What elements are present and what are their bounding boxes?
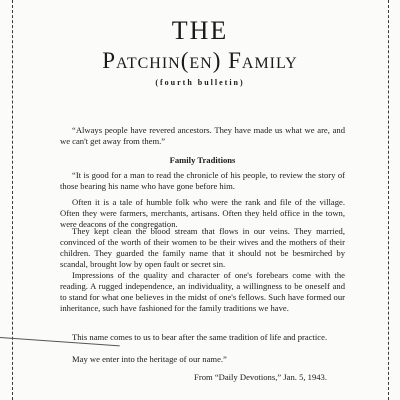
opening-quote: [60, 125, 345, 147]
paragraph-text: May we enter into the heritage of our name.”: [72, 354, 227, 364]
paragraph-4: [60, 270, 345, 314]
opening-quote-text: “Always people have revered ancestors. They have made us what we are, and we can't get away from them.”: [60, 125, 345, 146]
title-line-1: THE: [171, 16, 229, 45]
paragraph-1: [60, 170, 345, 192]
paragraph-text: Often it is a tale of humble folk who were the rank and file of the village. Often they were farmers, merchants, artisans. Often they held office in the town, were deacons of the congregation.: [60, 197, 345, 229]
source-citation: From “Daily Devotions,” Jan. 5, 1943.: [194, 372, 327, 382]
section-heading: Family Traditions: [169, 155, 236, 165]
paragraph-text: This name comes to us to bear after the same tradition of life and practice.: [72, 332, 328, 342]
paragraph-3: [60, 226, 345, 270]
paragraph-5: [60, 332, 345, 343]
paragraph-6: [60, 354, 345, 365]
bulletin-subtitle: (fourth bulletin): [155, 78, 245, 87]
paragraph-text: Impressions of the quality and character of one's forebears come with the reading. A rugged independence, an individuality, a willingness to be oneself and to stand for what one believes in the midst of one's fellows. Such have formed our inheritance, such have fashioned for the family traditions we have.: [60, 270, 345, 313]
title-line-2: Patchin(en) Family: [102, 48, 298, 73]
paragraph-text: “It is good for a man to read the chronicle of his people, to review the story of those bearing his name who have gone before him.: [60, 170, 345, 191]
paragraph-text: They kept clean the blood stream that flows in our veins. They married, convinced of the worth of their women to be their wives and the mothers of their children. They guarded the family name that it should not be besmirched by scandal, brought low by open fault or secret sin.: [60, 226, 345, 269]
